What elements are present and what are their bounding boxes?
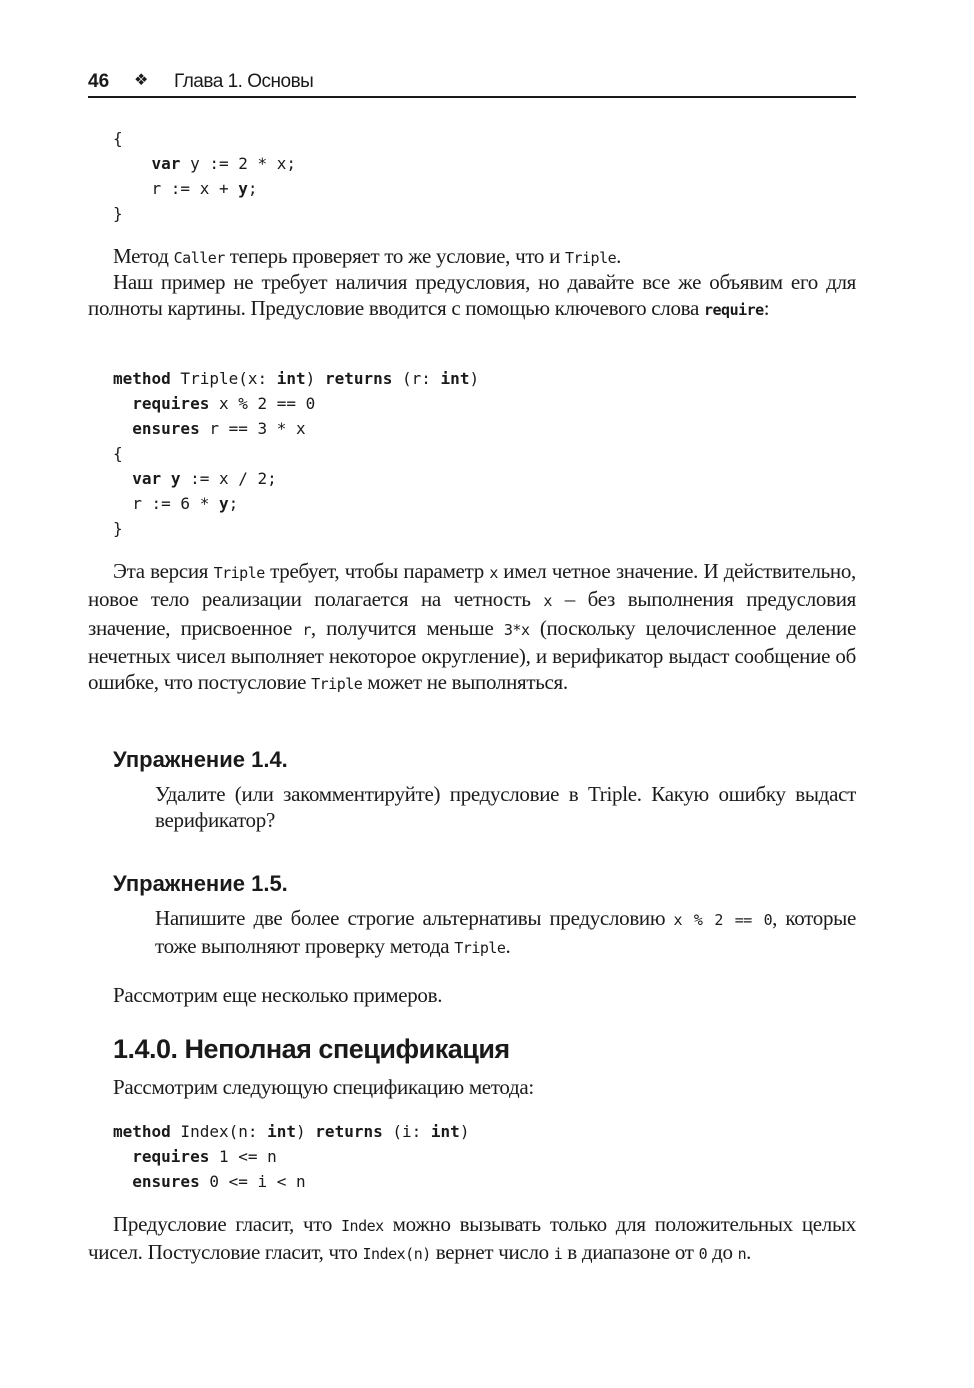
code-keyword: int xyxy=(430,1122,460,1141)
text-run: Рассмотрим еще несколько примеров. xyxy=(113,983,443,1007)
inline-code: x % 2 == 0 xyxy=(673,911,773,929)
paragraph-index-explanation xyxy=(88,1211,856,1268)
code-text: r := x + xyxy=(113,179,239,198)
exercise-1-5-body xyxy=(155,905,856,962)
code-text: ; xyxy=(228,494,239,513)
inline-code: 3*x xyxy=(503,620,530,639)
code-line xyxy=(113,516,881,541)
code-text xyxy=(113,1172,132,1191)
text-run: вернет число xyxy=(430,1240,554,1265)
inline-code: n xyxy=(737,1245,747,1264)
code-line xyxy=(113,201,881,226)
code-text: Index(n: xyxy=(170,1122,268,1141)
text-run: – без выполнения предусловия значение, присвоенное xyxy=(88,587,856,640)
code-line xyxy=(113,126,881,151)
inline-code: x xyxy=(489,564,498,582)
text-run: (поскольку целочисленное деление нечетных чисел выполняет некоторое округление), и верификатор выдаст сообщение об ошибке, что постусловие xyxy=(88,615,856,695)
paragraph-more-examples xyxy=(88,982,856,1008)
running-header xyxy=(88,70,856,98)
inline-code: i xyxy=(553,1245,563,1264)
inline-code: Index(n) xyxy=(362,1245,431,1264)
text-run: , которые тоже выполняют проверку метода xyxy=(155,906,856,959)
code-text: (r: xyxy=(392,369,441,388)
code-keyword: int xyxy=(440,369,470,388)
text-run: имел четное значение. И действительно, новое тело реализации полагается на четность xyxy=(88,559,856,612)
page-number: 46 xyxy=(88,71,110,92)
code-keyword: returns xyxy=(315,1122,383,1141)
code-line xyxy=(113,151,881,176)
code-line xyxy=(113,416,881,441)
code-keyword: ensures xyxy=(132,1172,200,1191)
text-run: Напишите две более строгие альтернативы предусловию xyxy=(155,906,674,930)
paragraph-precondition-intro xyxy=(88,269,856,324)
code-text: x % 2 == 0 xyxy=(209,394,316,413)
code-keyword: method xyxy=(113,369,171,388)
code-text xyxy=(161,469,171,488)
code-line xyxy=(113,491,881,516)
text-run: Метод xyxy=(113,244,174,268)
inline-code: Triple xyxy=(564,249,617,267)
code-text: { xyxy=(113,129,123,148)
code-text: y := 2 * x; xyxy=(180,154,297,173)
text-run: Наш пример не требует наличия предусловия, но давайте все же объявим его для полноты картины. Предусловие вводится с помощью ключевого слова xyxy=(88,270,856,321)
paragraph-triple-explanation xyxy=(88,558,856,697)
code-keyword: ensures xyxy=(132,419,200,438)
code-line xyxy=(113,441,881,466)
code-line xyxy=(113,1119,881,1144)
code-line xyxy=(113,391,881,416)
text-run: можно вызывать только для положительных целых чисел. Постусловие гласит, что xyxy=(88,1212,856,1265)
text-run: . xyxy=(505,934,511,959)
code-text: := x / 2; xyxy=(180,469,277,488)
inline-code: Triple xyxy=(213,564,265,582)
section-heading: 1.4.0. Неполная спецификация xyxy=(113,1034,510,1064)
text-run: : xyxy=(763,296,770,321)
text-run: , получится меньше xyxy=(310,615,504,640)
code-text: (i: xyxy=(382,1122,431,1141)
inline-code: Caller xyxy=(173,249,225,267)
code-text: { xyxy=(113,444,123,463)
text-run: до xyxy=(707,1240,738,1265)
code-text: r := 6 * xyxy=(113,494,219,513)
text-run: . xyxy=(746,1240,752,1265)
code-text: 1 <= n xyxy=(209,1147,277,1166)
text-run: Удалите (или закомментируйте) предусловие в Triple. Какую ошибку выдаст верификатор? xyxy=(155,782,856,833)
inline-code: r xyxy=(302,620,311,639)
code-keyword: y xyxy=(170,469,181,488)
ornament-icon: ❖ xyxy=(134,72,149,89)
code-line xyxy=(113,1144,881,1169)
code-line xyxy=(113,176,881,201)
code-text xyxy=(113,469,132,488)
text-run: . xyxy=(616,244,622,268)
code-text xyxy=(113,1147,132,1166)
code-text: ) xyxy=(459,1122,470,1141)
code-line xyxy=(113,466,881,491)
text-run: требует, чтобы параметр xyxy=(264,559,490,583)
code-text: ) xyxy=(296,1122,316,1141)
code-text: ; xyxy=(247,179,258,198)
inline-code: Index xyxy=(341,1217,384,1235)
code-block-triple-requires xyxy=(113,366,881,541)
text-run: Эта версия xyxy=(113,559,214,583)
code-keyword: method xyxy=(113,1122,171,1141)
code-keyword: var xyxy=(132,469,162,488)
paragraph-caller xyxy=(88,243,856,271)
inline-code: Triple xyxy=(454,939,506,958)
code-block-index xyxy=(113,1119,881,1194)
code-text xyxy=(113,154,152,173)
code-text: 0 <= i < n xyxy=(199,1172,306,1191)
inline-code: Triple xyxy=(311,675,363,694)
code-keyword: y xyxy=(218,494,229,513)
code-text: Triple(x: xyxy=(170,369,277,388)
exercise-1-5-title: Упражнение 1.5. xyxy=(113,871,288,896)
code-keyword: int xyxy=(276,369,306,388)
code-text: ) xyxy=(469,369,480,388)
exercise-1-4-body xyxy=(155,781,856,834)
code-text xyxy=(113,419,132,438)
code-keyword: var xyxy=(151,154,181,173)
text-run: Рассмотрим следующую спецификацию метода: xyxy=(113,1075,534,1099)
code-text: } xyxy=(113,204,123,223)
chapter-title: Глава 1. Основы xyxy=(174,71,314,92)
text-run: Предусловие гласит, что xyxy=(113,1212,342,1236)
paragraph-spec-intro xyxy=(88,1074,856,1100)
code-line xyxy=(113,366,881,391)
code-text xyxy=(113,394,132,413)
code-keyword: requires xyxy=(132,394,210,413)
text-run: может не выполняться. xyxy=(362,670,568,695)
code-keyword: requires xyxy=(132,1147,210,1166)
code-text: ) xyxy=(305,369,325,388)
text-run: теперь проверяет то же условие, что и xyxy=(224,244,565,268)
code-text: } xyxy=(113,519,123,538)
inline-code: 0 xyxy=(698,1245,708,1264)
inline-keyword: require xyxy=(703,301,764,320)
code-keyword: returns xyxy=(324,369,393,388)
code-text: r == 3 * x xyxy=(199,419,306,438)
text-run: в диапазоне от xyxy=(562,1240,699,1265)
code-block-caller-body xyxy=(113,126,881,226)
exercise-1-4-title: Упражнение 1.4. xyxy=(113,747,288,772)
inline-code: x xyxy=(543,592,552,611)
code-line xyxy=(113,1169,881,1194)
code-keyword: int xyxy=(267,1122,297,1141)
code-keyword: y xyxy=(238,179,248,198)
